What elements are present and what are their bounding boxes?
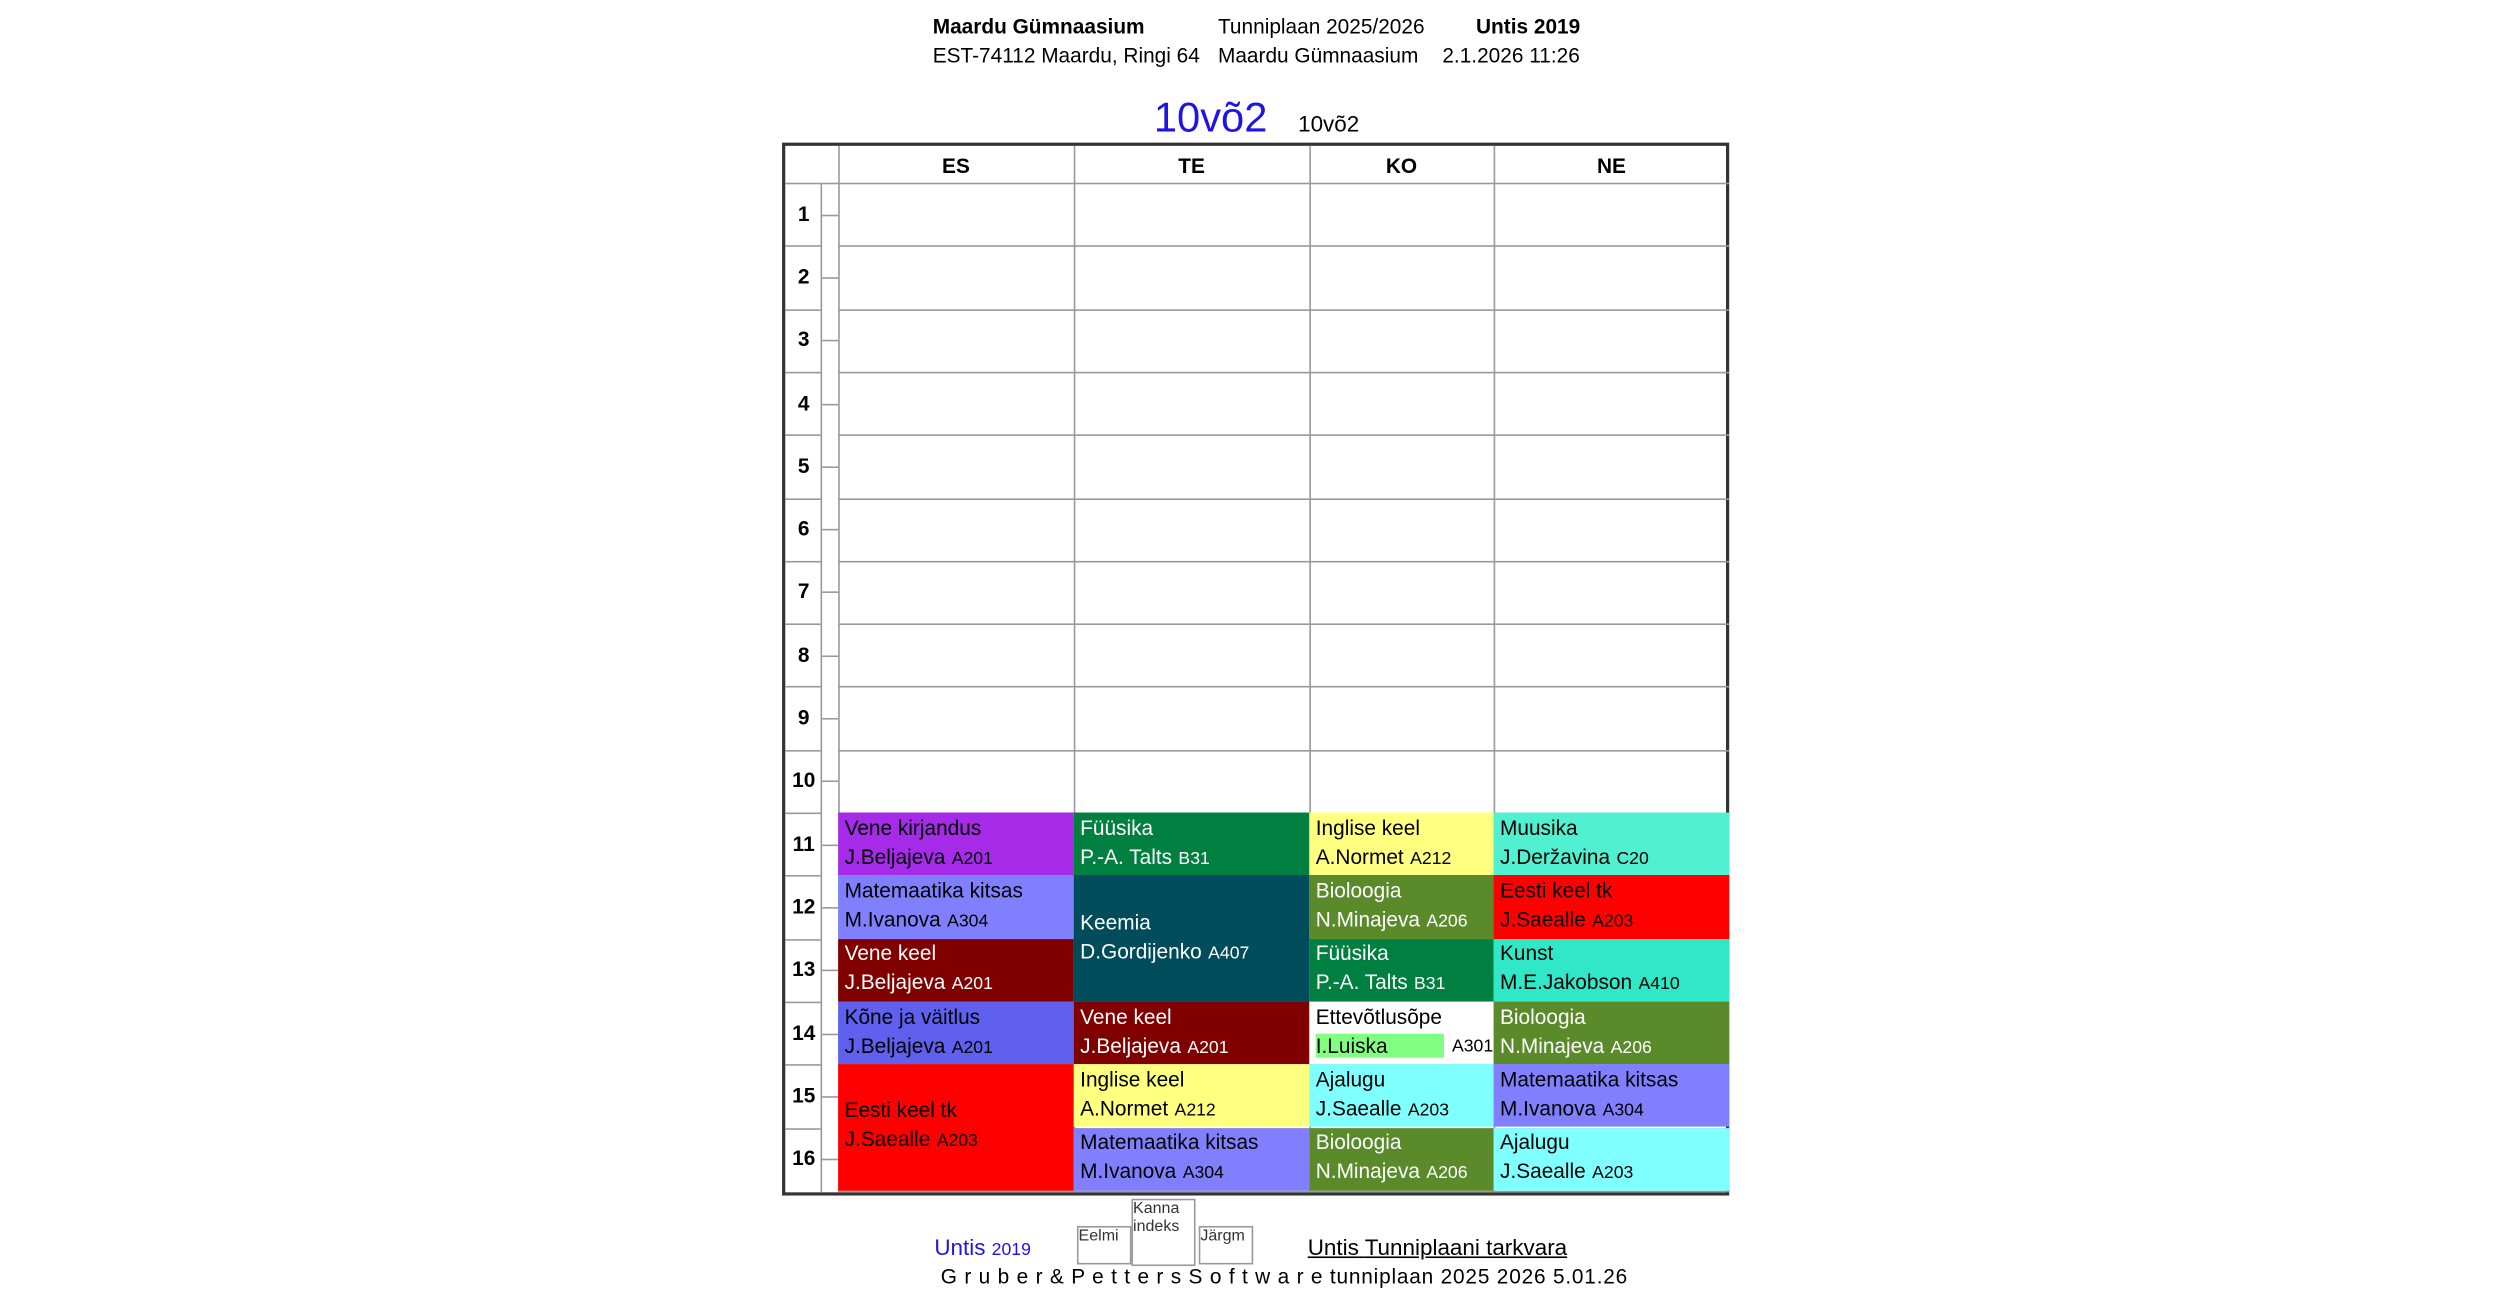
lesson-teacher: M.E.Jakobson xyxy=(1500,969,1633,994)
lesson-subject: Matemaatika kitsas xyxy=(844,878,1023,903)
period-tick xyxy=(822,277,838,279)
lesson-cell[interactable] xyxy=(1309,1064,1493,1127)
lesson-teacher-row xyxy=(1500,970,1680,994)
day-header: KO xyxy=(1385,153,1418,178)
lesson-room: A201 xyxy=(951,1037,993,1057)
lesson-cell[interactable] xyxy=(1494,938,1730,1001)
grid-hline xyxy=(838,750,1729,752)
grid-hline-left xyxy=(785,687,820,689)
period-tick xyxy=(822,844,838,846)
next-image-alt: Järgm xyxy=(1200,1227,1245,1246)
lesson-teacher-row xyxy=(1080,1096,1216,1120)
lesson-teacher: N.Minajeva xyxy=(1500,1032,1605,1057)
lesson-subject: Inglise keel xyxy=(1080,1067,1185,1092)
day-header: ES xyxy=(942,153,970,178)
lesson-room: A201 xyxy=(1187,1037,1229,1057)
lesson-cell[interactable] xyxy=(1309,875,1493,938)
grid-hline xyxy=(838,561,1729,563)
lesson-teacher: J.Saealle xyxy=(844,1127,931,1152)
grid-hline xyxy=(838,372,1729,374)
lesson-teacher: J.Beljajeva xyxy=(844,843,946,869)
lesson-teacher-row xyxy=(1316,844,1452,868)
grid-hline-left xyxy=(785,498,820,500)
lesson-teacher: A.Normet xyxy=(1315,843,1404,869)
tunniplaani-tarkvara-link[interactable]: Tunniplaani tarkvara xyxy=(1364,1234,1568,1260)
previous-image-alt: Eelmi xyxy=(1078,1227,1119,1246)
period-number: 14 xyxy=(792,1020,816,1045)
school-address: EST-74112 Maardu, Ringi 64 xyxy=(932,43,1200,68)
lesson-room: A407 xyxy=(1208,943,1250,963)
lesson-room: A203 xyxy=(936,1132,978,1152)
lesson-teacher-row xyxy=(1316,1159,1468,1183)
lesson-cell[interactable] xyxy=(1494,875,1730,938)
lesson-subject: Bioloogia xyxy=(1315,878,1402,903)
untis-software-link[interactable] xyxy=(1308,1234,1567,1260)
lesson-teacher: N.Minajeva xyxy=(1315,1158,1420,1183)
grid-hline xyxy=(785,183,1729,185)
lesson-subject: Keemia xyxy=(1080,909,1151,934)
lesson-subject: Vene keel xyxy=(844,941,937,966)
lesson-cell[interactable] xyxy=(1074,875,1310,1001)
period-number: 13 xyxy=(792,957,816,982)
index-image-alt: Kanna indeks xyxy=(1133,1200,1180,1236)
lesson-teacher-row xyxy=(845,1033,993,1057)
footer-untis-text: Untis xyxy=(934,1234,986,1260)
lesson-teacher-row xyxy=(1080,1033,1228,1057)
lesson-teacher-row xyxy=(1316,907,1468,931)
grid-hline-left xyxy=(785,1001,820,1003)
grid-hline-left xyxy=(785,1064,820,1066)
grid-hline xyxy=(838,687,1729,689)
lesson-teacher-row xyxy=(845,844,993,868)
lesson-teacher: J.Saealle xyxy=(1315,1095,1402,1120)
class-subtitle: 10võ2 xyxy=(1298,110,1360,137)
footer-credits: G r u b e r & P e t t e r s S o f t w a r e tunniplaan 2025 2026 5.01.26 xyxy=(940,1264,1629,1289)
period-number: 9 xyxy=(797,705,810,730)
period-number: 2 xyxy=(797,264,810,289)
period-tick xyxy=(822,214,838,216)
grid-hline xyxy=(838,1190,1729,1192)
print-datetime: 2.1.2026 11:26 xyxy=(1442,43,1580,68)
lesson-teacher: M.Ivanova xyxy=(1500,1095,1597,1120)
untis-link-text[interactable]: Untis xyxy=(1307,1234,1359,1260)
lesson-teacher: J.Beljajeva xyxy=(1080,1032,1181,1057)
lesson-cell[interactable] xyxy=(1494,813,1730,876)
lesson-cell[interactable] xyxy=(1494,1127,1730,1190)
lesson-teacher-row xyxy=(845,907,989,931)
period-tick xyxy=(822,529,838,531)
plan-title: Tunniplaan 2025/2026 xyxy=(1217,14,1425,39)
grid-hline-left xyxy=(785,938,820,940)
period-tick xyxy=(822,466,838,468)
lesson-teacher-row xyxy=(1500,1033,1652,1057)
school-name: Maardu Gümnaasium xyxy=(932,14,1145,39)
lesson-subject: Inglise keel xyxy=(1315,815,1420,840)
lesson-teacher-row xyxy=(1500,1096,1644,1120)
lesson-cell[interactable] xyxy=(1494,1064,1730,1127)
lesson-teacher-row xyxy=(1080,938,1249,962)
lesson-teacher: M.Ivanova xyxy=(844,906,941,932)
grid-hline-left xyxy=(785,813,820,815)
lesson-cell[interactable] xyxy=(1074,1001,1310,1064)
lesson-teacher: D.Gordijenko xyxy=(1080,938,1202,963)
grid-hline-left xyxy=(785,246,820,248)
grid-hline-left xyxy=(785,624,820,626)
lesson-teacher-row xyxy=(1500,1159,1633,1183)
period-tick xyxy=(822,403,838,405)
period-number: 11 xyxy=(792,831,815,856)
lesson-subject: Matemaatika kitsas xyxy=(1500,1067,1679,1092)
lesson-subject: Ajalugu xyxy=(1315,1067,1386,1092)
grid-hline-left xyxy=(785,372,820,374)
period-tick xyxy=(822,1096,838,1098)
lesson-room: A304 xyxy=(947,911,989,932)
day-header: TE xyxy=(1178,153,1205,178)
period-tick xyxy=(822,718,838,720)
class-title: 10võ2 xyxy=(1153,92,1268,142)
lesson-cell[interactable] xyxy=(1309,813,1493,876)
grid-hline-left xyxy=(785,435,820,437)
lesson-room: A203 xyxy=(1592,911,1634,932)
lesson-subject: Ajalugu xyxy=(1500,1130,1570,1155)
period-number: 15 xyxy=(792,1083,816,1108)
lesson-cell[interactable] xyxy=(838,1064,1074,1190)
footer-untis-label xyxy=(934,1234,1031,1260)
next-image-link[interactable] xyxy=(1199,1226,1253,1264)
lesson-subject: Eesti keel tk xyxy=(1500,878,1613,903)
lesson-teacher: J.Beljajeva xyxy=(844,1032,946,1057)
lesson-teacher-row xyxy=(1500,907,1633,931)
school-name-secondary: Maardu Gümnaasium xyxy=(1217,43,1419,68)
lesson-teacher: N.Minajeva xyxy=(1315,906,1420,932)
timetable-grid xyxy=(782,143,1729,1196)
grid-hline xyxy=(838,435,1729,437)
lesson-room: A212 xyxy=(1174,1100,1216,1120)
lesson-room: A212 xyxy=(1410,848,1452,869)
lesson-cell[interactable] xyxy=(1074,813,1310,876)
lesson-room: A304 xyxy=(1182,1163,1224,1183)
lesson-cell[interactable] xyxy=(1309,938,1493,1001)
lesson-room: A203 xyxy=(1407,1100,1450,1120)
lesson-teacher: P.-A. Talts xyxy=(1315,969,1408,994)
period-number: 6 xyxy=(797,516,810,541)
footer-untis-year: 2019 xyxy=(991,1240,1031,1260)
lesson-room: A301 xyxy=(1451,1036,1494,1056)
period-number: 4 xyxy=(797,390,810,415)
period-number: 10 xyxy=(792,768,816,793)
lesson-room: B31 xyxy=(1414,974,1446,994)
grid-hline-left xyxy=(785,309,820,311)
lesson-subject: Bioloogia xyxy=(1315,1130,1402,1155)
lesson-cell[interactable] xyxy=(838,813,1074,876)
lesson-subject: Muusika xyxy=(1500,815,1578,840)
lesson-teacher: A.Normet xyxy=(1080,1095,1169,1120)
lesson-room: A201 xyxy=(951,848,993,869)
lesson-room: A203 xyxy=(1592,1163,1634,1183)
period-tick xyxy=(822,592,838,594)
lesson-room: A304 xyxy=(1602,1100,1644,1120)
grid-hline-left xyxy=(785,1127,820,1129)
lesson-cell[interactable] xyxy=(1309,1001,1493,1064)
period-tick xyxy=(822,340,838,342)
lesson-teacher-row xyxy=(1500,844,1649,868)
lesson-teacher-row xyxy=(1316,970,1446,994)
lesson-teacher: P.-A. Talts xyxy=(1080,843,1173,869)
lesson-subject: Eesti keel tk xyxy=(844,1098,957,1123)
lesson-teacher: J.Saealle xyxy=(1500,1158,1586,1183)
period-tick xyxy=(822,781,838,783)
lesson-cell[interactable] xyxy=(838,875,1074,938)
lesson-subject: Matemaatika kitsas xyxy=(1080,1130,1259,1155)
period-number: 1 xyxy=(797,201,810,226)
lesson-cell[interactable] xyxy=(1309,1127,1493,1190)
period-number: 7 xyxy=(797,579,810,604)
lesson-cell[interactable] xyxy=(1074,1127,1310,1190)
lesson-room: A206 xyxy=(1426,1163,1468,1183)
lesson-room: A410 xyxy=(1638,974,1680,994)
grid-hline-left xyxy=(785,750,820,752)
lesson-cell[interactable] xyxy=(1494,1001,1730,1064)
lesson-room: A201 xyxy=(951,974,993,994)
grid-hline xyxy=(838,309,1729,311)
period-tick xyxy=(822,970,838,972)
grid-hline-left xyxy=(785,875,820,877)
period-tick xyxy=(822,1159,838,1161)
period-tick xyxy=(822,655,838,657)
period-number: 3 xyxy=(797,327,810,352)
period-tick xyxy=(822,1033,838,1035)
lesson-cell[interactable] xyxy=(838,1001,1074,1064)
lesson-room: B31 xyxy=(1178,848,1210,869)
lesson-subject: Kunst xyxy=(1500,941,1554,966)
period-tick xyxy=(822,907,838,909)
lesson-room: C20 xyxy=(1616,848,1649,869)
lesson-subject: Füüsika xyxy=(1080,815,1154,840)
index-image-link[interactable] xyxy=(1131,1199,1195,1266)
lesson-subject: Ettevõtlusõpe xyxy=(1315,1004,1442,1029)
lesson-subject: Vene keel xyxy=(1080,1004,1172,1029)
lesson-cell[interactable] xyxy=(838,938,1074,1001)
lesson-cell[interactable] xyxy=(1074,1064,1310,1127)
lesson-teacher-row xyxy=(1315,1032,1494,1057)
grid-hline xyxy=(838,624,1729,626)
lesson-teacher-row xyxy=(845,970,993,994)
lesson-teacher: J.Deržavina xyxy=(1500,843,1611,869)
lesson-teacher-row xyxy=(1316,1096,1449,1120)
lesson-teacher: J.Saealle xyxy=(1500,906,1586,932)
lesson-teacher: J.Beljajeva xyxy=(844,969,946,994)
lesson-subject: Kõne ja väitlus xyxy=(844,1004,981,1029)
period-number: 16 xyxy=(792,1146,816,1171)
grid-hline xyxy=(838,246,1729,248)
lesson-room: A206 xyxy=(1426,911,1468,932)
lesson-teacher-row xyxy=(845,1127,978,1151)
untis-version: Untis 2019 xyxy=(1475,14,1581,39)
period-number: 12 xyxy=(792,894,816,919)
period-number: 8 xyxy=(797,642,810,667)
lesson-subject: Vene kirjandus xyxy=(844,815,982,840)
lesson-room: A206 xyxy=(1610,1037,1652,1057)
lesson-subject: Bioloogia xyxy=(1500,1004,1586,1029)
period-number: 5 xyxy=(797,453,810,478)
day-header: NE xyxy=(1596,153,1626,178)
lesson-teacher-row xyxy=(1080,844,1210,868)
lesson-teacher-row xyxy=(1080,1159,1224,1183)
lesson-subject: Füüsika xyxy=(1315,941,1389,966)
grid-hline-left xyxy=(785,561,820,563)
previous-image-link[interactable] xyxy=(1077,1226,1131,1264)
lesson-teacher: I.Luiska xyxy=(1316,1033,1444,1057)
lesson-teacher: M.Ivanova xyxy=(1080,1158,1177,1183)
grid-hline xyxy=(838,498,1729,500)
